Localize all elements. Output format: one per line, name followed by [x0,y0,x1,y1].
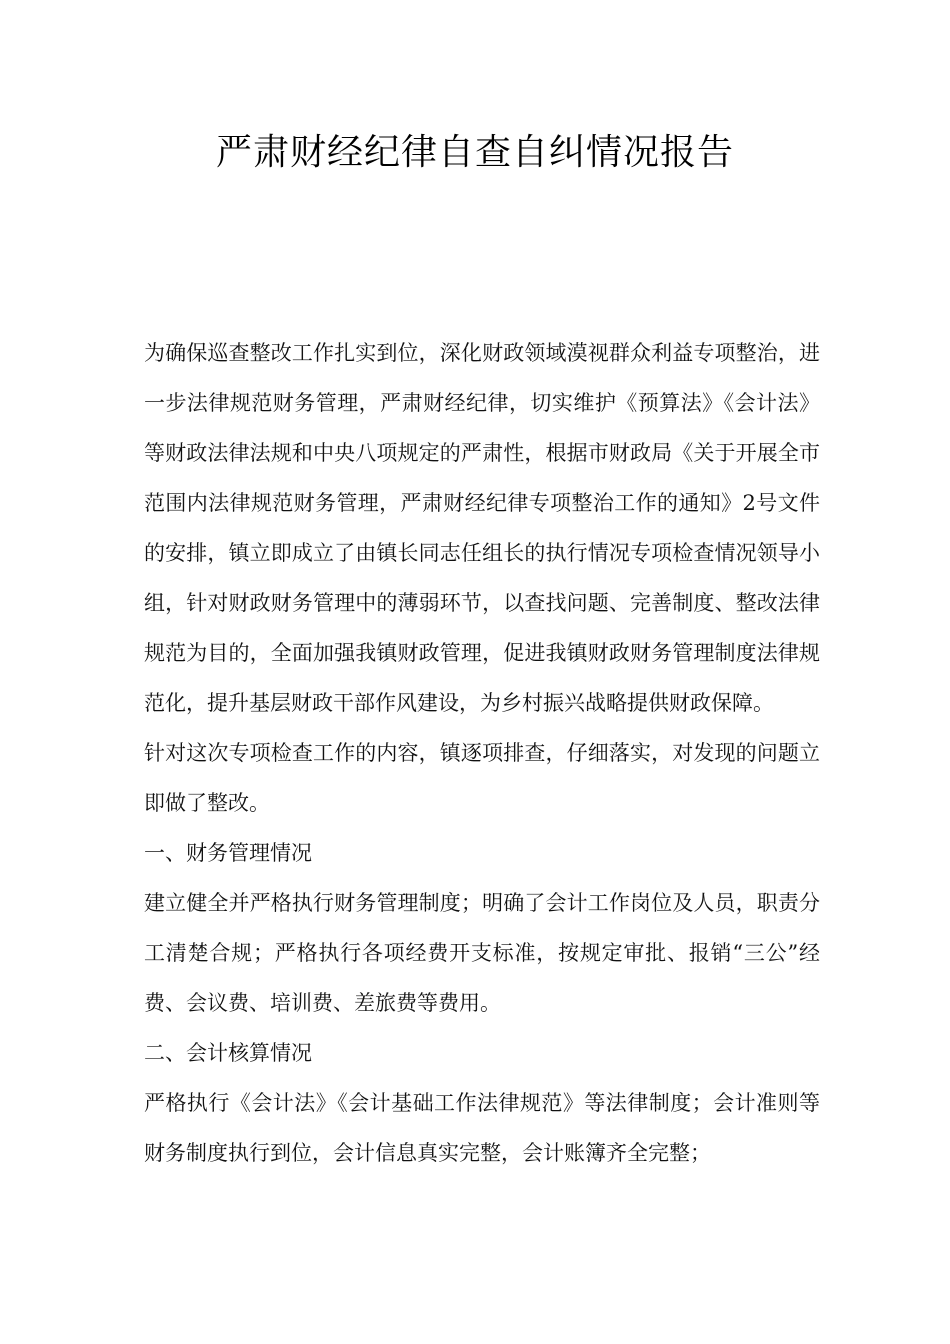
section-heading-accounting: 二、会计核算情况 [144,1041,312,1065]
document-title: 严肃财经纪律自查自纠情况报告 [215,132,734,173]
section-heading-financial-management: 一、财务管理情况 [144,841,312,865]
paragraph-accounting: 严格执行《会计法》《会计基础工作法律规范》等法律制度；会计准则等财务制度执行到位，会计信息真实完整，会计账簿齐全完整； [144,1091,820,1165]
paragraph-rectification: 针对这次专项检查工作的内容，镇逐项排查，仔细落实，对发现的问题立即做了整改。 [144,741,820,815]
paragraph-intro: 为确保巡查整改工作扎实到位，深化财政领域漠视群众利益专项整治，进一步法律规范财务管理，严肃财经纪律，切实维护《预算法》《会计法》等财政法律法规和中央八项规定的严肃性，根据市财政局《关于开展全市范围内法律规范财务管理，严肃财经纪律专项整治工作的通知》2号文件的安排，镇立即成立了由镇长同志任组长的执行情况专项检查情况领导小组，针对财政财务管理中的薄弱环节，以查找问题、完善制度、整改法律规范为目的，全面加强我镇财政管理，促进我镇财政财务管理制度法律规范化，提升基层财政干部作风建设，为乡村振兴战略提供财政保障。 [144,341,820,715]
document-body [144,328,820,1178]
paragraph-financial-management: 建立健全并严格执行财务管理制度；明确了会计工作岗位及人员，职责分工清楚合规；严格执行各项经费开支标准，按规定审批、报销“三公”经费、会议费、培训费、差旅费等费用。 [144,891,820,1015]
